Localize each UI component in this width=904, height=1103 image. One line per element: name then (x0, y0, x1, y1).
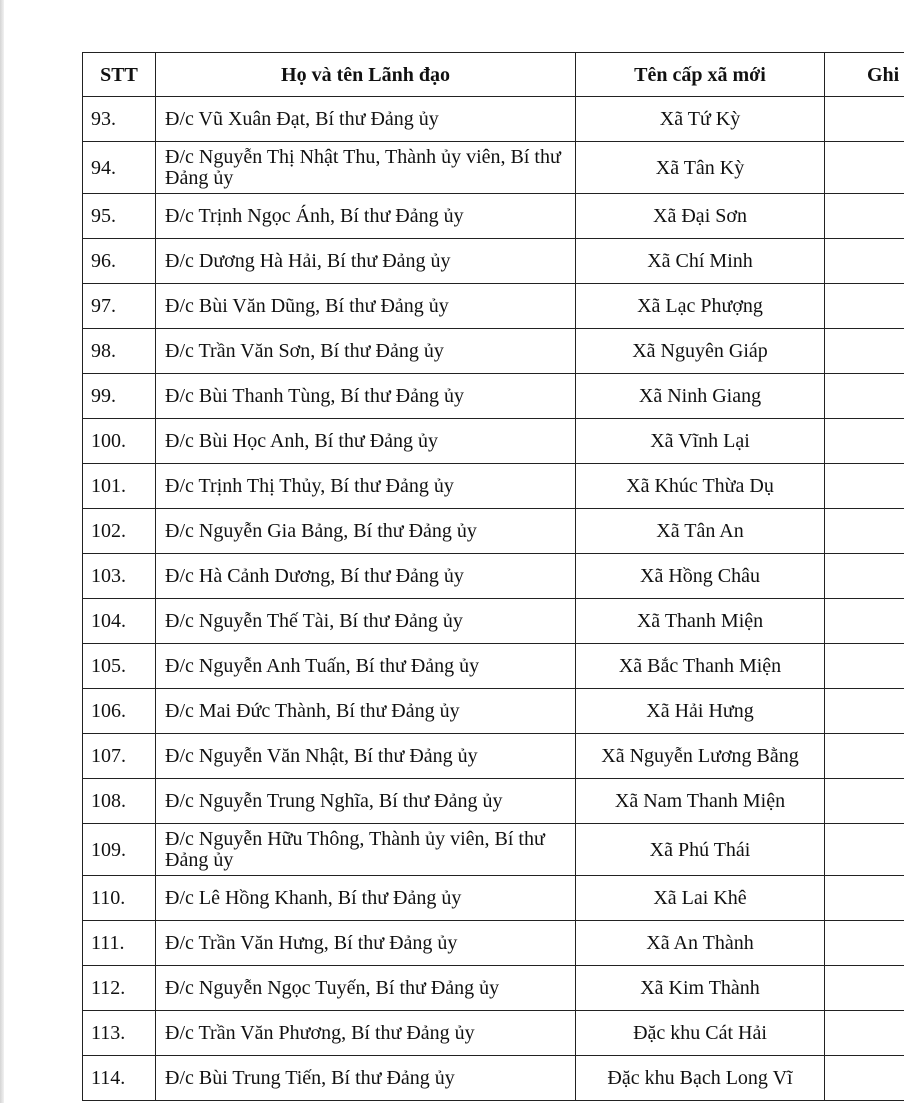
row-leader-name: Đ/c Nguyễn Anh Tuấn, Bí thư Đảng ủy (156, 644, 576, 689)
table-row (83, 876, 904, 921)
row-new-commune: Xã Hồng Châu (576, 554, 825, 599)
table-row (83, 966, 904, 1011)
row-stt: 101. (83, 464, 156, 509)
table-row (83, 1056, 904, 1101)
row-note (825, 374, 904, 419)
row-stt: 94. (83, 142, 156, 194)
row-leader-name: Đ/c Trần Văn Hưng, Bí thư Đảng ủy (156, 921, 576, 966)
header-stt: STT (83, 53, 156, 97)
row-note (825, 599, 904, 644)
table-row (83, 1011, 904, 1056)
row-note (825, 464, 904, 509)
row-new-commune: Xã Thanh Miện (576, 599, 825, 644)
row-new-commune: Xã Kim Thành (576, 966, 825, 1011)
row-stt: 100. (83, 419, 156, 464)
row-note (825, 824, 904, 876)
page-edge-shadow (0, 0, 4, 1103)
row-stt: 96. (83, 239, 156, 284)
table-row (83, 329, 904, 374)
table-row (83, 374, 904, 419)
row-leader-name: Đ/c Hà Cảnh Dương, Bí thư Đảng ủy (156, 554, 576, 599)
row-new-commune: Xã An Thành (576, 921, 825, 966)
row-new-commune: Xã Nguyên Giáp (576, 329, 825, 374)
row-note (825, 779, 904, 824)
row-new-commune: Xã Hải Hưng (576, 689, 825, 734)
table-row (83, 734, 904, 779)
row-new-commune: Đặc khu Cát Hải (576, 1011, 825, 1056)
row-new-commune: Xã Nam Thanh Miện (576, 779, 825, 824)
row-note (825, 921, 904, 966)
row-new-commune: Xã Bắc Thanh Miện (576, 644, 825, 689)
row-stt: 97. (83, 284, 156, 329)
row-leader-name: Đ/c Nguyễn Thế Tài, Bí thư Đảng ủy (156, 599, 576, 644)
document-page (82, 52, 904, 1101)
row-leader-name: Đ/c Bùi Thanh Tùng, Bí thư Đảng ủy (156, 374, 576, 419)
row-new-commune: Xã Tân An (576, 509, 825, 554)
table-row (83, 464, 904, 509)
row-note (825, 142, 904, 194)
table-row (83, 779, 904, 824)
row-leader-name: Đ/c Nguyễn Thị Nhật Thu, Thành ủy viên, Bí thư Đảng ủy (156, 142, 576, 194)
row-leader-name: Đ/c Bùi Văn Dũng, Bí thư Đảng ủy (156, 284, 576, 329)
table-row (83, 921, 904, 966)
header-leader-name: Họ và tên Lãnh đạo (156, 53, 576, 97)
row-leader-name: Đ/c Nguyễn Văn Nhật, Bí thư Đảng ủy (156, 734, 576, 779)
row-stt: 109. (83, 824, 156, 876)
row-note (825, 1056, 904, 1101)
row-new-commune: Xã Ninh Giang (576, 374, 825, 419)
table-row (83, 644, 904, 689)
row-stt: 93. (83, 97, 156, 142)
row-note (825, 734, 904, 779)
row-stt: 106. (83, 689, 156, 734)
row-leader-name: Đ/c Dương Hà Hải, Bí thư Đảng ủy (156, 239, 576, 284)
row-note (825, 284, 904, 329)
row-leader-name: Đ/c Nguyễn Trung Nghĩa, Bí thư Đảng ủy (156, 779, 576, 824)
row-leader-name: Đ/c Bùi Trung Tiến, Bí thư Đảng ủy (156, 1056, 576, 1101)
row-stt: 111. (83, 921, 156, 966)
row-stt: 114. (83, 1056, 156, 1101)
leaders-table (82, 52, 904, 1101)
row-stt: 95. (83, 194, 156, 239)
row-leader-name: Đ/c Trần Văn Sơn, Bí thư Đảng ủy (156, 329, 576, 374)
row-stt: 108. (83, 779, 156, 824)
row-stt: 113. (83, 1011, 156, 1056)
row-note (825, 966, 904, 1011)
table-row (83, 824, 904, 876)
row-new-commune: Xã Khúc Thừa Dụ (576, 464, 825, 509)
row-note (825, 239, 904, 284)
header-new-commune: Tên cấp xã mới (576, 53, 825, 97)
row-stt: 112. (83, 966, 156, 1011)
table-row (83, 509, 904, 554)
table-row (83, 194, 904, 239)
row-note (825, 1011, 904, 1056)
row-stt: 110. (83, 876, 156, 921)
row-leader-name: Đ/c Vũ Xuân Đạt, Bí thư Đảng ủy (156, 97, 576, 142)
row-leader-name: Đ/c Bùi Học Anh, Bí thư Đảng ủy (156, 419, 576, 464)
table-row (83, 97, 904, 142)
row-stt: 107. (83, 734, 156, 779)
table-row (83, 284, 904, 329)
row-new-commune: Xã Đại Sơn (576, 194, 825, 239)
row-leader-name: Đ/c Mai Đức Thành, Bí thư Đảng ủy (156, 689, 576, 734)
row-note (825, 689, 904, 734)
row-new-commune: Đặc khu Bạch Long Vĩ (576, 1056, 825, 1101)
row-leader-name: Đ/c Trịnh Ngọc Ánh, Bí thư Đảng ủy (156, 194, 576, 239)
row-note (825, 876, 904, 921)
row-new-commune: Xã Phú Thái (576, 824, 825, 876)
table-row (83, 599, 904, 644)
row-note (825, 329, 904, 374)
table-row (83, 239, 904, 284)
row-leader-name: Đ/c Nguyễn Gia Bảng, Bí thư Đảng ủy (156, 509, 576, 554)
table-row (83, 419, 904, 464)
row-leader-name: Đ/c Lê Hồng Khanh, Bí thư Đảng ủy (156, 876, 576, 921)
row-leader-name: Đ/c Trịnh Thị Thủy, Bí thư Đảng ủy (156, 464, 576, 509)
row-stt: 98. (83, 329, 156, 374)
row-new-commune: Xã Chí Minh (576, 239, 825, 284)
row-new-commune: Xã Tân Kỳ (576, 142, 825, 194)
table-row (83, 689, 904, 734)
row-new-commune: Xã Lạc Phượng (576, 284, 825, 329)
row-leader-name: Đ/c Nguyễn Ngọc Tuyến, Bí thư Đảng ủy (156, 966, 576, 1011)
row-note (825, 97, 904, 142)
row-leader-name: Đ/c Trần Văn Phương, Bí thư Đảng ủy (156, 1011, 576, 1056)
row-new-commune: Xã Nguyễn Lương Bằng (576, 734, 825, 779)
row-note (825, 554, 904, 599)
row-stt: 102. (83, 509, 156, 554)
header-note: Ghi (825, 53, 904, 97)
row-note (825, 194, 904, 239)
table-row (83, 142, 904, 194)
row-new-commune: Xã Vĩnh Lại (576, 419, 825, 464)
row-stt: 99. (83, 374, 156, 419)
row-note (825, 509, 904, 554)
row-stt: 105. (83, 644, 156, 689)
table-header-row (83, 53, 904, 97)
table-row (83, 554, 904, 599)
row-stt: 104. (83, 599, 156, 644)
row-new-commune: Xã Lai Khê (576, 876, 825, 921)
row-note (825, 419, 904, 464)
row-note (825, 644, 904, 689)
row-new-commune: Xã Tứ Kỳ (576, 97, 825, 142)
row-stt: 103. (83, 554, 156, 599)
row-leader-name: Đ/c Nguyễn Hữu Thông, Thành ủy viên, Bí thư Đảng ủy (156, 824, 576, 876)
